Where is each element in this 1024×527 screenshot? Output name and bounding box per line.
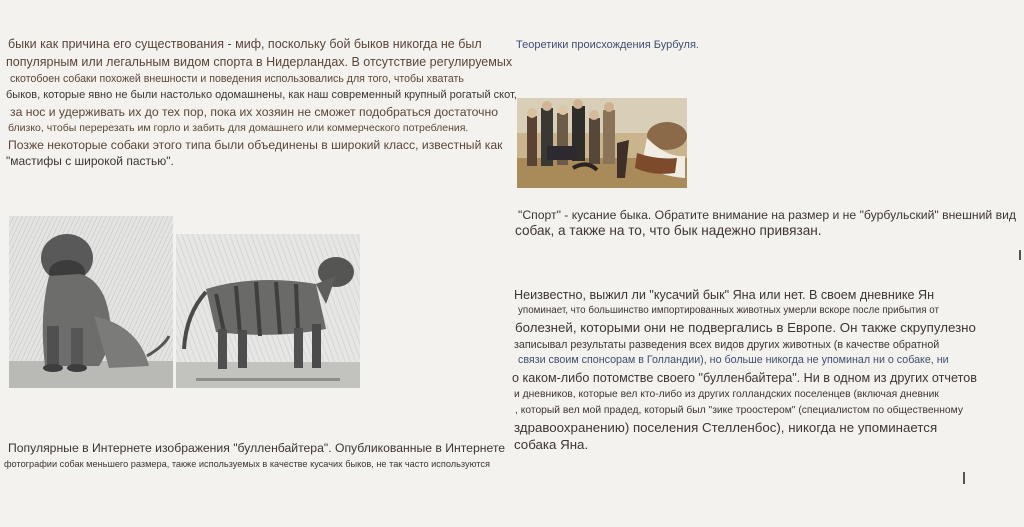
text-cursor-mark: [1019, 250, 1021, 260]
para2-line: о каком-либо потомстве своего "булленбайтера". Ни в одном из других отчетов: [512, 371, 977, 385]
para1-line: за нос и удерживать их до тех пор, пока их хозяин не сможет подобраться достаточно: [10, 105, 499, 119]
para1-line: быки как причина его существования - миф, поскольку бой быков никогда не был: [8, 37, 482, 51]
para1-line: скотобоен собаки похожей внешности и поведения использовались для того, чтобы хватать: [10, 73, 464, 85]
sport-caption-line: "Спорт" - кусание быка. Обратите внимание на размер и не "бурбульский" внешний вид: [518, 208, 1016, 222]
para1-line: популярным или легальным видом спорта в Нидерландах. В отсутствие регулируемых: [6, 55, 513, 69]
para2-line: собака Яна.: [514, 437, 589, 452]
para2-line: , который вел мой прадед, который был "зике троостером" (специалистом по общественному: [515, 405, 964, 416]
para2-line: Неизвестно, выжил ли "кусачий бык" Яна или нет. В своем дневнике Ян: [514, 288, 935, 302]
text-cursor-mark: [963, 472, 965, 484]
mastiff-engraving-image: [9, 216, 173, 388]
bullenbeisser-engraving-image: [176, 234, 360, 388]
para2-line: и дневников, которые вел кто-либо из других голландских поселенцев (включая дневник: [514, 389, 939, 400]
para2-line: связи своим спонсорам в Голландии), но больше никогда не упоминал ни о собаке, ни: [518, 354, 949, 366]
image-caption-line: Популярные в Интернете изображения "булленбайтера". Опубликованные в Интернете: [8, 441, 506, 455]
para1-line: быков, которые явно не были настолько одомашнены, как наш современный крупный рогатый скот,: [6, 89, 517, 101]
para1-line: близко, чтобы перерезать им горло и забить для домашнего или коммерческого потребления.: [8, 122, 469, 134]
para2-line: записывал результаты разведения всех видов других животных (в качестве обратной: [514, 339, 940, 351]
para1-line: Позже некоторые собаки этого типа были объединены в широкий класс, известный как: [8, 138, 503, 152]
para2-line: здравоохранению) поселения Стелленбос), никогда не упоминается: [514, 420, 938, 435]
para2-line: упоминает, что большинство импортированных животных умерли вскоре после прибытия от: [518, 305, 939, 316]
image-caption-line: фотографии собак меньшего размера, также используемых в качестве кусачих быков, не так часто используются: [4, 459, 490, 469]
bull-baiting-painting-image: [517, 98, 687, 188]
sport-caption-line: собак, а также на то, что бык надежно привязан.: [515, 223, 822, 238]
para1-line: "мастифы с широкой пастью".: [6, 154, 174, 168]
theorists-line: Теоретики происхождения Бурбуля.: [516, 39, 699, 51]
para2-line: болезней, которыми они не подвергались в Европе. Он также скрупулезно: [515, 320, 976, 335]
